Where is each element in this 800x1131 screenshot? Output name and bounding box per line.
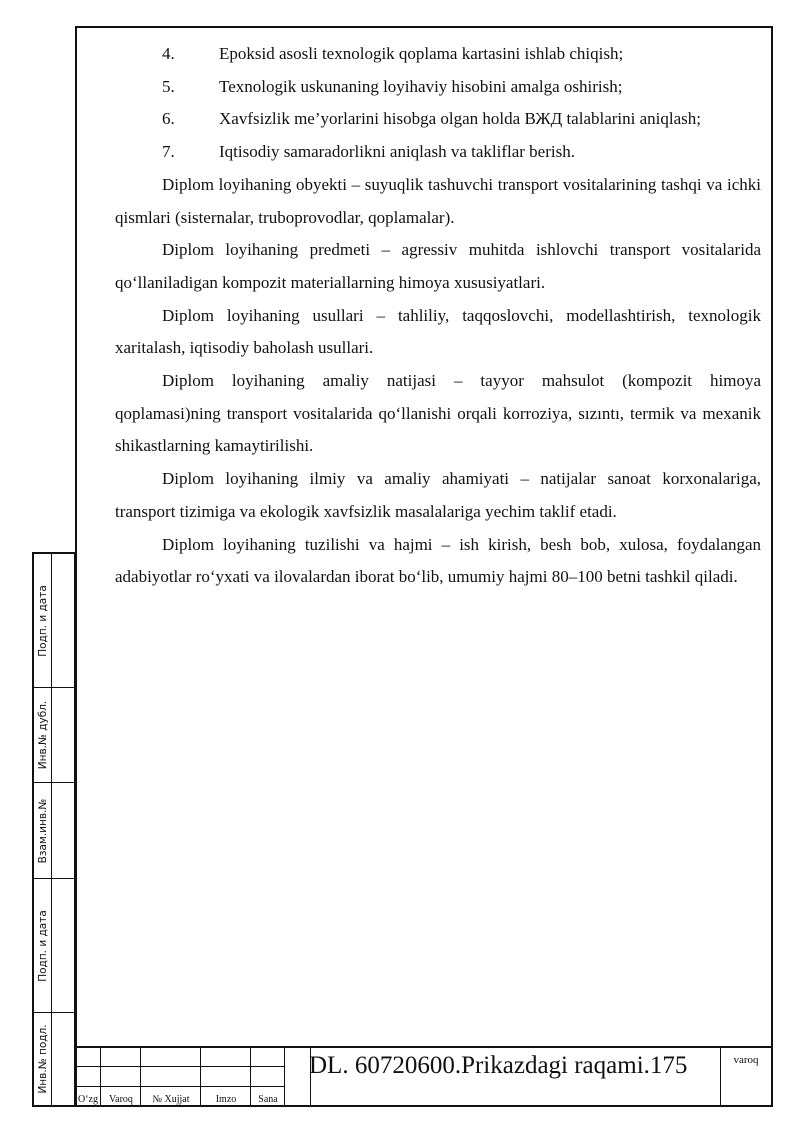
side-label: Инв.№ подл.: [36, 1024, 49, 1094]
paragraph-methods: Diplom loyihaning usullari – tahliliy, taqqoslovchi, modellashtirish, texnologik xaritalash, iqtisodiy baholash usullari.: [115, 305, 761, 358]
paragraph-structure: Diplom loyihaning tuzilishi va hajmi – ish kirish, besh bob, xulosa, foydalangan adabiyotlar ro‘yxati va ilovalardan iborat bo‘lib, umumiy hajmi 80–100 betni tashkil qiladi.: [115, 534, 761, 587]
side-cell-inv-dubl: [34, 688, 74, 783]
list-number: 7.: [162, 142, 175, 162]
column-label-imzo: Imzo: [215, 1094, 237, 1105]
column-label-xujjat: № Xujjat: [152, 1094, 190, 1105]
list-item: [115, 103, 761, 136]
column-label-sana: Sana: [258, 1094, 278, 1105]
list-text: Epoksid asosli texnologik qoplama kartasini ishlab chiqish;: [219, 44, 624, 63]
side-label: Взам.инв.№: [36, 798, 49, 863]
list-number: 6.: [162, 109, 175, 129]
side-label: Инв.№ дубл.: [36, 700, 49, 770]
side-cell-inv-podl: [34, 1013, 74, 1105]
revision-grid: [75, 1048, 285, 1107]
list-text: Xavfsizlik me’yorlarini hisobga olgan holda ВЖД talablarini aniqlash;: [219, 109, 701, 129]
side-stamp-strip: [32, 552, 76, 1107]
side-label: Подп. и дата: [36, 909, 49, 982]
side-cell-podp-data-bottom: [34, 879, 74, 1013]
list-number: 5.: [162, 76, 175, 96]
paragraph-practical-result: Diplom loyihaning amaliy natijasi – tayyor mahsulot (kompozit himoya qoplamasi)ning transport vositalarida qo‘llanishi orqali korroziya, sızıntı, termik va mexanik shikastlarning kamaytirilishi.: [115, 371, 761, 456]
column-label-varoq: Varoq: [109, 1094, 133, 1105]
paragraph-object: Diplom loyihaning obyekti – suyuqlik tashuvchi transport vositalarining tashqi va ichki qismlari (sisternalar, truboprovodlar, qoplamalar).: [115, 174, 761, 227]
list-text: Iqtisodiy samaradorlikni aniqlash va takliflar berish.: [219, 142, 575, 162]
title-block: [75, 1046, 773, 1107]
document-body: [115, 38, 761, 594]
column-label-ozg: O‘zg: [78, 1094, 98, 1105]
side-label: Подп. и дата: [36, 584, 49, 657]
side-cell-podp-data-top: [34, 554, 74, 688]
list-item: [115, 136, 761, 169]
document-code: DL. 60720600.Prikazdagi raqami.175: [309, 1052, 688, 1079]
side-cell-vzam-inv: [34, 783, 74, 879]
list-number: 4.: [162, 44, 175, 63]
sheet-label: varoq: [733, 1054, 759, 1066]
list-item: [115, 71, 761, 104]
paragraph-significance: Diplom loyihaning ilmiy va amaliy ahamiyati – natijalar sanoat korxonalariga, transport tizimiga va ekologik xavfsizlik masalalariga yechim taklif etadi.: [115, 469, 761, 521]
paragraph-subject: Diplom loyihaning predmeti – agressiv muhitda ishlovchi transport vositalarida qo‘llaniladigan kompozit materiallarning himoya xususiyatlari.: [115, 240, 761, 292]
list-text: Texnologik uskunaning loyihaviy hisobini amalga oshirish;: [219, 76, 623, 96]
sheet-number-box: [720, 1048, 771, 1107]
list-item: [115, 38, 761, 71]
